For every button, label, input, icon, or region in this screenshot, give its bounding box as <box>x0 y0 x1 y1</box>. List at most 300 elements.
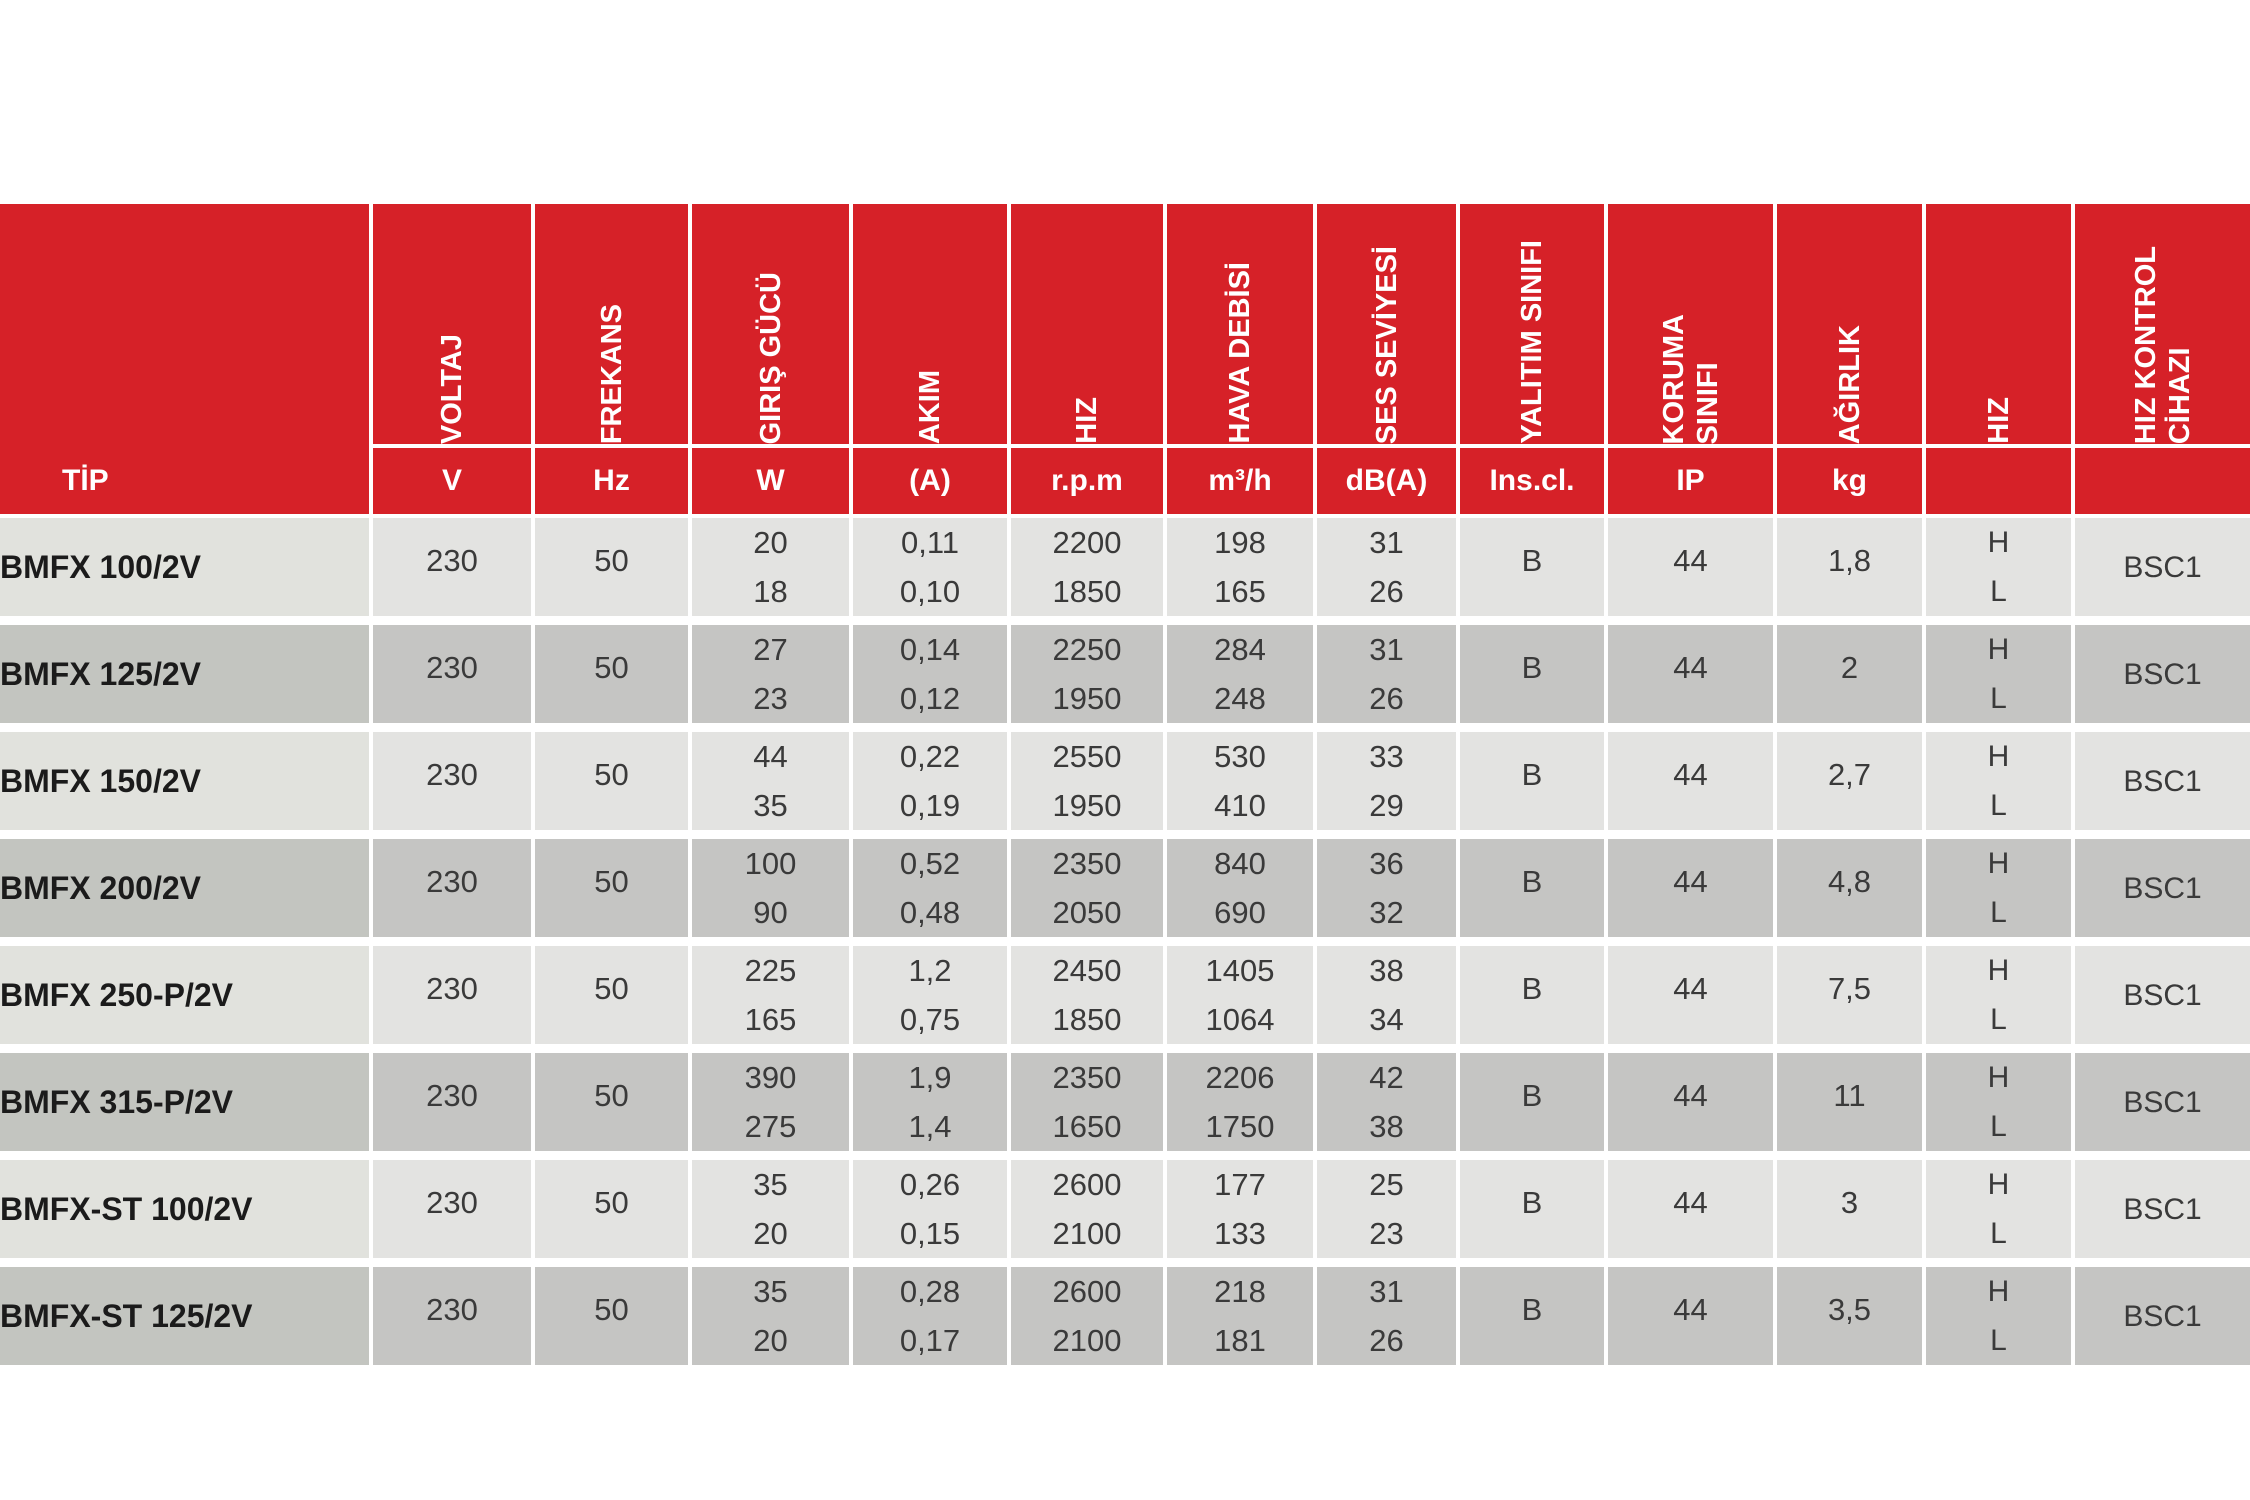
low-speed-value: 1850 <box>1052 1002 1122 1037</box>
column-header <box>1926 204 2075 448</box>
weight-cell <box>1777 1053 1926 1160</box>
high-speed-value: 198 <box>1214 525 1266 560</box>
sound-cell <box>1317 518 1460 625</box>
weight-cell-value: 3,5 <box>1827 1292 1872 1327</box>
weight-cell-value: 4,8 <box>1827 864 1872 899</box>
speed-cell <box>1926 1267 2075 1374</box>
high-speed-value: H <box>1987 1061 2010 1094</box>
high-speed-value: 0,28 <box>899 1274 961 1309</box>
column-header <box>1011 204 1167 448</box>
weight-cell <box>1777 732 1926 839</box>
current-cell <box>853 518 1011 625</box>
ip-cell-value: 44 <box>1673 1078 1708 1113</box>
low-speed-value: 181 <box>1214 1323 1266 1358</box>
voltage-cell-value: 230 <box>426 864 478 899</box>
power-cell-values <box>692 946 849 1044</box>
power-cell-values <box>692 518 849 616</box>
low-speed-value: 38 <box>1369 1109 1404 1144</box>
frequency-cell-value: 50 <box>594 1292 629 1327</box>
column-header <box>692 204 853 448</box>
airflow-cell <box>1167 1160 1317 1267</box>
model-name: BMFX 315-P/2V <box>0 1083 233 1120</box>
low-speed-value: 1,4 <box>908 1109 952 1144</box>
frequency-cell <box>535 518 692 625</box>
high-speed-value: 35 <box>753 1274 788 1309</box>
frequency-cell-value: 50 <box>594 1185 629 1220</box>
column-unit: W <box>692 448 853 518</box>
speed-cell <box>1926 946 2075 1053</box>
high-speed-value: 38 <box>1369 953 1404 988</box>
model-name: BMFX 150/2V <box>0 762 201 799</box>
weight-cell <box>1777 625 1926 732</box>
sound-cell <box>1317 1160 1460 1267</box>
type-cell <box>0 732 373 839</box>
low-speed-value: 0,19 <box>899 788 961 823</box>
low-speed-value: 26 <box>1369 681 1404 716</box>
column-title: SES SEVİYESİ <box>1370 245 1403 444</box>
model-name: BMFX 250-P/2V <box>0 976 233 1013</box>
high-speed-value: H <box>1987 1168 2010 1201</box>
high-speed-value: 2550 <box>1052 739 1122 774</box>
voltage-cell-value: 230 <box>426 1292 478 1327</box>
voltage-cell-value: 230 <box>426 757 478 792</box>
high-speed-value: 0,11 <box>900 525 960 560</box>
sound-cell <box>1317 625 1460 732</box>
controller-cell-value: BSC1 <box>2123 1086 2202 1119</box>
speed-cell <box>1926 839 2075 946</box>
low-speed-value: 26 <box>1369 1323 1404 1358</box>
current-cell <box>853 1160 1011 1267</box>
low-speed-value: 248 <box>1214 681 1266 716</box>
high-speed-value: 36 <box>1369 846 1404 881</box>
high-speed-value: 0,14 <box>899 632 961 667</box>
high-speed-value: 2200 <box>1052 525 1122 560</box>
weight-cell <box>1777 946 1926 1053</box>
low-speed-value: 1850 <box>1052 574 1122 609</box>
table-row <box>0 946 2250 1053</box>
high-speed-value: 42 <box>1369 1060 1404 1095</box>
ip-cell <box>1608 1267 1777 1374</box>
airflow-cell <box>1167 839 1317 946</box>
current-cell-values <box>853 518 1007 616</box>
speed-cell-values <box>1926 625 2071 723</box>
frequency-cell <box>535 625 692 732</box>
column-title: AKIM <box>914 369 946 444</box>
column-header-inner <box>692 204 849 444</box>
power-cell <box>692 1053 853 1160</box>
weight-cell-value: 7,5 <box>1827 971 1872 1006</box>
column-header <box>373 204 535 448</box>
low-speed-value: 18 <box>753 574 788 609</box>
high-speed-value: 0,26 <box>899 1167 961 1202</box>
column-unit: Hz <box>535 448 692 518</box>
voltage-cell-value: 230 <box>426 1078 478 1113</box>
column-header-inner <box>2075 204 2250 444</box>
airflow-cell-values <box>1167 1053 1313 1151</box>
insulation-cell <box>1460 839 1608 946</box>
insulation-cell <box>1460 625 1608 732</box>
high-speed-value: 31 <box>1369 525 1404 560</box>
controller-cell <box>2075 839 2250 946</box>
type-header-label: TİP <box>62 464 109 497</box>
weight-cell-value: 2 <box>1840 650 1859 685</box>
column-title: YALITIM SINIFI <box>1516 240 1548 444</box>
controller-cell-value: BSC1 <box>2123 551 2202 584</box>
column-header-inner <box>1317 204 1456 444</box>
high-speed-value: 0,52 <box>899 846 961 881</box>
table-row <box>0 1053 2250 1160</box>
column-title: KORUMA SINIFI <box>1657 313 1724 444</box>
controller-cell <box>2075 946 2250 1053</box>
type-cell <box>0 518 373 625</box>
low-speed-value: 275 <box>744 1109 797 1144</box>
column-header <box>1777 204 1926 448</box>
airflow-cell <box>1167 625 1317 732</box>
table-row <box>0 839 2250 946</box>
insulation-cell-value: B <box>1521 1292 1543 1327</box>
controller-cell <box>2075 518 2250 625</box>
rpm-cell <box>1011 518 1167 625</box>
high-speed-value: H <box>1987 1275 2010 1308</box>
type-cell <box>0 946 373 1053</box>
column-header-inner <box>373 204 531 444</box>
high-speed-value: 2206 <box>1205 1060 1275 1095</box>
rpm-cell <box>1011 1267 1167 1374</box>
power-cell-values <box>692 625 849 723</box>
speed-cell <box>1926 518 2075 625</box>
power-cell-values <box>692 732 849 830</box>
low-speed-value: 1950 <box>1052 788 1122 823</box>
column-header-inner <box>1460 204 1604 444</box>
speed-cell <box>1926 1160 2075 1267</box>
table-row <box>0 625 2250 732</box>
ip-cell <box>1608 1160 1777 1267</box>
frequency-cell <box>535 839 692 946</box>
column-unit: IP <box>1608 448 1777 518</box>
low-speed-value: L <box>1990 1217 2007 1250</box>
column-unit: r.p.m <box>1011 448 1167 518</box>
speed-cell-values <box>1926 1053 2071 1151</box>
rpm-cell-values <box>1011 518 1163 616</box>
ip-cell <box>1608 732 1777 839</box>
weight-cell <box>1777 839 1926 946</box>
high-speed-value: 530 <box>1214 739 1266 774</box>
high-speed-value: 27 <box>753 632 788 667</box>
low-speed-value: L <box>1990 1324 2007 1357</box>
power-cell <box>692 732 853 839</box>
insulation-cell-value: B <box>1521 543 1543 578</box>
high-speed-value: 35 <box>753 1167 788 1202</box>
high-speed-value: 218 <box>1214 1274 1266 1309</box>
voltage-cell-value: 230 <box>426 650 478 685</box>
model-name: BMFX 200/2V <box>0 869 201 906</box>
frequency-cell-value: 50 <box>594 971 629 1006</box>
speed-cell <box>1926 625 2075 732</box>
speed-cell-values <box>1926 518 2071 616</box>
ip-cell-value: 44 <box>1673 650 1708 685</box>
current-cell-values <box>853 839 1007 937</box>
model-name: BMFX 100/2V <box>0 548 201 585</box>
type-cell <box>0 1267 373 1374</box>
frequency-cell-value: 50 <box>594 1078 629 1113</box>
speed-cell-values <box>1926 732 2071 830</box>
model-name: BMFX-ST 100/2V <box>0 1190 253 1227</box>
current-cell-values <box>853 946 1007 1044</box>
frequency-cell <box>535 946 692 1053</box>
low-speed-value: 20 <box>753 1216 788 1251</box>
low-speed-value: L <box>1990 896 2007 929</box>
low-speed-value: L <box>1990 575 2007 608</box>
high-speed-value: H <box>1987 847 2010 880</box>
low-speed-value: 0,75 <box>899 1002 961 1037</box>
column-title: HIZ <box>1071 397 1103 444</box>
sound-cell-values <box>1317 839 1456 937</box>
frequency-cell-value: 50 <box>594 650 629 685</box>
rpm-cell <box>1011 1160 1167 1267</box>
low-speed-value: 410 <box>1214 788 1266 823</box>
airflow-cell-values <box>1167 732 1313 830</box>
column-unit <box>1926 448 2075 518</box>
voltage-cell-value: 230 <box>426 543 478 578</box>
current-cell-values <box>853 1160 1007 1258</box>
weight-cell-value: 1,8 <box>1827 543 1872 578</box>
voltage-cell-value: 230 <box>426 1185 478 1220</box>
airflow-cell <box>1167 946 1317 1053</box>
high-speed-value: 100 <box>744 846 797 881</box>
insulation-cell <box>1460 518 1608 625</box>
low-speed-value: 2100 <box>1052 1323 1122 1358</box>
low-speed-value: 23 <box>1369 1216 1404 1251</box>
low-speed-value: 90 <box>753 895 788 930</box>
sound-cell-values <box>1317 1160 1456 1258</box>
low-speed-value: 2100 <box>1052 1216 1122 1251</box>
airflow-cell-values <box>1167 946 1313 1044</box>
model-name: BMFX 125/2V <box>0 655 201 692</box>
high-speed-value: 2350 <box>1052 846 1122 881</box>
ip-cell-value: 44 <box>1673 757 1708 792</box>
high-speed-value: 20 <box>753 525 788 560</box>
rpm-cell <box>1011 732 1167 839</box>
column-title: FREKANS <box>595 303 628 444</box>
rpm-cell-values <box>1011 839 1163 937</box>
high-speed-value: 177 <box>1214 1167 1266 1202</box>
high-speed-value: 2600 <box>1052 1274 1122 1309</box>
column-header-inner <box>535 204 688 444</box>
controller-cell-value: BSC1 <box>2123 658 2202 691</box>
power-cell-values <box>692 1267 849 1365</box>
column-unit: kg <box>1777 448 1926 518</box>
rpm-cell <box>1011 946 1167 1053</box>
current-cell-values <box>853 1053 1007 1151</box>
type-cell <box>0 839 373 946</box>
column-header <box>1317 204 1460 448</box>
low-speed-value: L <box>1990 789 2007 822</box>
table-row <box>0 518 2250 625</box>
column-title: HAVA DEBİSİ <box>1224 262 1256 444</box>
column-unit: Ins.cl. <box>1460 448 1608 518</box>
weight-cell-value: 11 <box>1833 1078 1866 1113</box>
column-unit: V <box>373 448 535 518</box>
speed-cell <box>1926 1053 2075 1160</box>
low-speed-value: L <box>1990 1003 2007 1036</box>
column-header <box>1167 204 1317 448</box>
column-header-inner <box>1608 204 1773 444</box>
ip-cell <box>1608 946 1777 1053</box>
current-cell <box>853 732 1011 839</box>
sound-cell-values <box>1317 518 1456 616</box>
weight-cell <box>1777 1267 1926 1374</box>
low-speed-value: 133 <box>1214 1216 1266 1251</box>
speed-cell-values <box>1926 839 2071 937</box>
rpm-cell-values <box>1011 1267 1163 1365</box>
weight-cell <box>1777 518 1926 625</box>
controller-cell-value: BSC1 <box>2123 1300 2202 1333</box>
voltage-cell <box>373 625 535 732</box>
rpm-cell <box>1011 1053 1167 1160</box>
insulation-cell-value: B <box>1521 864 1543 899</box>
frequency-cell <box>535 1267 692 1374</box>
insulation-cell <box>1460 946 1608 1053</box>
rpm-cell-values <box>1011 946 1163 1044</box>
insulation-cell <box>1460 732 1608 839</box>
low-speed-value: 690 <box>1214 895 1266 930</box>
ip-cell <box>1608 839 1777 946</box>
current-cell <box>853 625 1011 732</box>
sound-cell <box>1317 839 1460 946</box>
airflow-cell <box>1167 518 1317 625</box>
high-speed-value: 2350 <box>1052 1060 1122 1095</box>
controller-cell <box>2075 1053 2250 1160</box>
column-header-inner <box>1011 204 1163 444</box>
ip-cell-value: 44 <box>1673 971 1708 1006</box>
controller-cell-value: BSC1 <box>2123 1193 2202 1226</box>
high-speed-value: 1405 <box>1205 953 1275 988</box>
airflow-cell-values <box>1167 625 1313 723</box>
current-cell <box>853 1267 1011 1374</box>
high-speed-value: 1,9 <box>908 1060 952 1095</box>
low-speed-value: 1064 <box>1205 1002 1275 1037</box>
frequency-cell-value: 50 <box>594 864 629 899</box>
power-cell <box>692 625 853 732</box>
low-speed-value: 1950 <box>1052 681 1122 716</box>
column-header <box>535 204 692 448</box>
low-speed-value: L <box>1990 682 2007 715</box>
high-speed-value: 0,22 <box>899 739 961 774</box>
rpm-cell-values <box>1011 1160 1163 1258</box>
spec-table <box>0 204 2250 1374</box>
high-speed-value: 2450 <box>1052 953 1122 988</box>
column-header <box>1608 204 1777 448</box>
voltage-cell <box>373 946 535 1053</box>
weight-cell-value: 2,7 <box>1827 757 1872 792</box>
insulation-cell-value: B <box>1521 757 1543 792</box>
current-cell <box>853 839 1011 946</box>
insulation-cell <box>1460 1053 1608 1160</box>
ip-cell-value: 44 <box>1673 1292 1708 1327</box>
low-speed-value: 0,10 <box>899 574 961 609</box>
sound-cell-values <box>1317 946 1456 1044</box>
voltage-cell <box>373 518 535 625</box>
power-cell-values <box>692 1160 849 1258</box>
column-header <box>2075 204 2250 448</box>
speed-cell-values <box>1926 946 2071 1044</box>
high-speed-value: 284 <box>1214 632 1266 667</box>
column-unit: (A) <box>853 448 1011 518</box>
column-title: GIRIŞ GÜCÜ <box>754 271 787 444</box>
rpm-cell-values <box>1011 1053 1163 1151</box>
weight-cell-value: 3 <box>1840 1185 1859 1220</box>
voltage-cell <box>373 1267 535 1374</box>
table-body <box>0 518 2250 1374</box>
current-cell <box>853 946 1011 1053</box>
column-title: VOLTAJ <box>436 333 468 444</box>
high-speed-value: 2250 <box>1052 632 1122 667</box>
ip-cell <box>1608 625 1777 732</box>
ip-cell <box>1608 518 1777 625</box>
high-speed-value: 2600 <box>1052 1167 1122 1202</box>
ip-cell-value: 44 <box>1673 864 1708 899</box>
column-header <box>1460 204 1608 448</box>
insulation-cell <box>1460 1267 1608 1374</box>
column-unit <box>2075 448 2250 518</box>
insulation-cell-value: B <box>1521 1078 1543 1113</box>
low-speed-value: 23 <box>753 681 788 716</box>
frequency-cell-value: 50 <box>594 543 629 578</box>
column-title: HIZ KONTROL CİHAZI <box>2129 245 2196 444</box>
sound-cell-values <box>1317 1053 1456 1151</box>
low-speed-value: 0,12 <box>899 681 961 716</box>
rpm-cell <box>1011 839 1167 946</box>
current-cell-values <box>853 1267 1007 1365</box>
column-title: HIZ <box>1982 397 2015 444</box>
controller-cell <box>2075 1160 2250 1267</box>
sound-cell-values <box>1317 732 1456 830</box>
airflow-cell-values <box>1167 518 1313 616</box>
high-speed-value: H <box>1987 526 2010 559</box>
power-cell-values <box>692 839 849 937</box>
low-speed-value: 165 <box>744 1002 797 1037</box>
column-title: AĞIRLIK <box>1833 324 1866 444</box>
power-cell <box>692 839 853 946</box>
low-speed-value: 0,17 <box>899 1323 961 1358</box>
frequency-cell <box>535 1053 692 1160</box>
type-header <box>0 204 373 518</box>
frequency-cell <box>535 732 692 839</box>
column-header-inner <box>1926 204 2071 444</box>
low-speed-value: 0,48 <box>899 895 961 930</box>
current-cell-values <box>853 625 1007 723</box>
column-unit: m³/h <box>1167 448 1317 518</box>
low-speed-value: 32 <box>1369 895 1404 930</box>
high-speed-value: 225 <box>744 953 797 988</box>
high-speed-value: 840 <box>1214 846 1266 881</box>
low-speed-value: 34 <box>1369 1002 1404 1037</box>
ip-cell-value: 44 <box>1673 543 1708 578</box>
frequency-cell-value: 50 <box>594 757 629 792</box>
ip-cell <box>1608 1053 1777 1160</box>
ip-cell-value: 44 <box>1673 1185 1708 1220</box>
airflow-cell-values <box>1167 1160 1313 1258</box>
type-cell <box>0 1053 373 1160</box>
column-header-inner <box>1777 204 1922 444</box>
sound-cell-values <box>1317 1267 1456 1365</box>
high-speed-value: 31 <box>1369 1274 1404 1309</box>
insulation-cell-value: B <box>1521 1185 1543 1220</box>
type-cell <box>0 625 373 732</box>
weight-cell <box>1777 1160 1926 1267</box>
low-speed-value: 2050 <box>1052 895 1122 930</box>
airflow-cell-values <box>1167 1267 1313 1365</box>
